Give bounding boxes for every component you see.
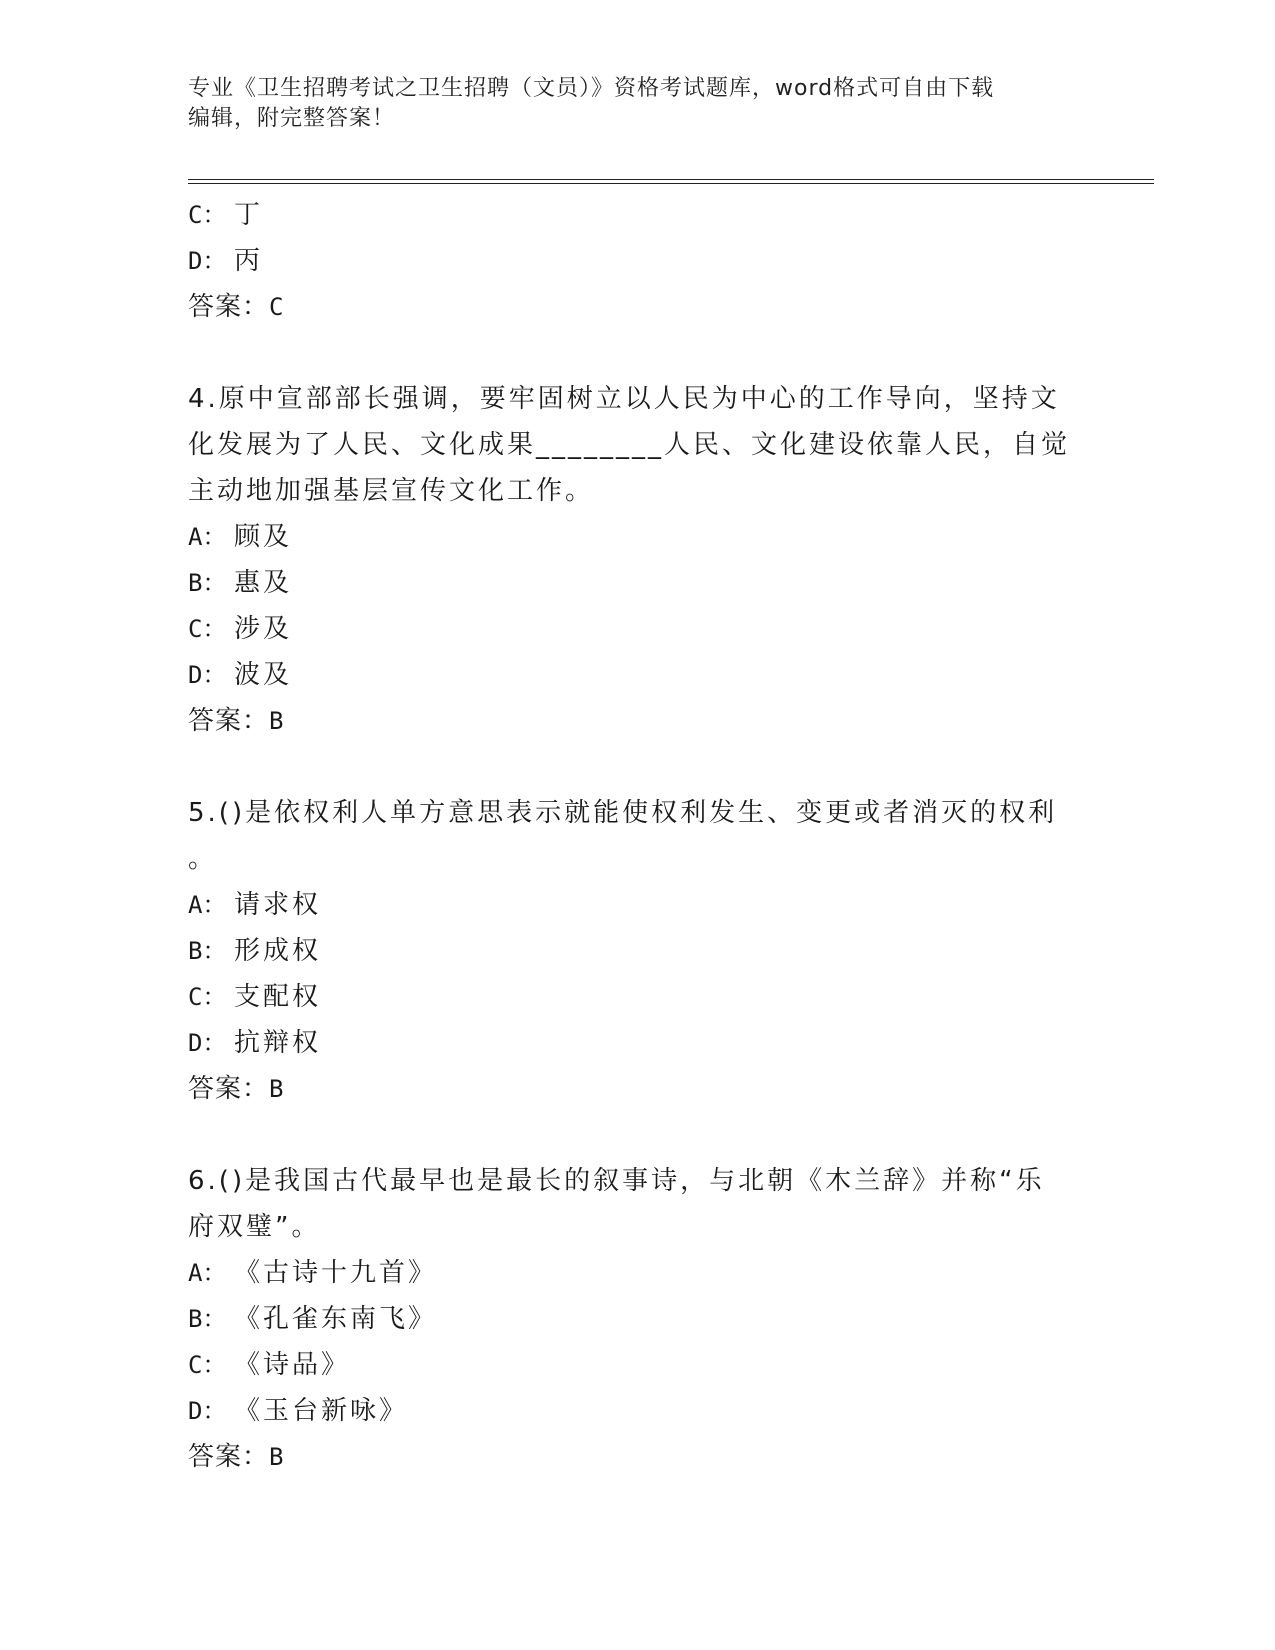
question-block-6 [188,1158,1088,1480]
answer-line [188,1066,1088,1112]
option-text: 抗辩权 [234,1028,322,1058]
option-d [188,1020,1088,1066]
option-b [188,928,1088,974]
option-text: 波及 [234,660,293,690]
option-a [188,882,1088,928]
document-header [188,74,1078,134]
answer-label: 答案： [188,1074,270,1104]
option-key: C： [188,201,227,229]
header-divider-top [188,179,1154,180]
question-block-3 [188,192,1088,330]
option-c [188,974,1088,1020]
option-b [188,560,1088,606]
option-text: 《古诗十九首》 [234,1258,438,1288]
option-c [188,192,1088,238]
question-stem-line: 6.()是我国古代最早也是最长的叙事诗，与北朝《木兰辞》并称“乐 [188,1166,1045,1196]
option-text: 《玉台新咏》 [234,1396,409,1426]
option-text: 涉及 [234,614,293,644]
answer-line [188,698,1088,744]
question-stem [188,376,1088,514]
option-text: 《孔雀东南飞》 [234,1304,438,1334]
option-key: D： [188,1397,227,1425]
option-key: D： [188,1029,227,1057]
answer-value: B [269,1443,285,1471]
question-stem-line: 主动地加强基层宣传文化工作。 [188,476,595,506]
option-d [188,1388,1088,1434]
option-text: 支配权 [234,982,322,1012]
question-block-4 [188,376,1088,744]
option-key: A： [188,523,227,551]
option-text: 形成权 [234,936,322,966]
question-block-5 [188,790,1088,1112]
option-key: D： [188,247,227,275]
option-c [188,1342,1088,1388]
option-text: 请求权 [234,890,322,920]
option-text: 《诗品》 [234,1350,351,1380]
header-line-2: 编辑，附完整答案！ [188,106,396,131]
option-text: 丙 [234,246,264,276]
answer-line [188,1434,1088,1480]
option-key: A： [188,891,227,919]
option-key: C： [188,983,227,1011]
question-stem-line: 5.()是依权利人单方意思表示就能使权利发生、变更或者消灭的权利 [188,798,1058,828]
option-key: D： [188,661,227,689]
question-stem-line: 。 [188,844,218,874]
answer-value: B [269,707,285,735]
answer-label: 答案： [188,292,270,322]
option-key: B： [188,937,227,965]
question-stem [188,790,1088,882]
answer-label: 答案： [188,706,270,736]
answer-label: 答案： [188,1442,270,1472]
question-stem-line: 4.原中宣部部长强调，要牢固树立以人民为中心的工作导向，坚持文 [188,384,1060,414]
spacer [188,330,1088,376]
option-c [188,606,1088,652]
option-key: A： [188,1259,227,1287]
option-key: C： [188,615,227,643]
option-a [188,1250,1088,1296]
header-line-1: 专业《卫生招聘考试之卫生招聘（文员）》资格考试题库，word格式可自由下载 [188,76,995,101]
question-list [188,192,1088,1480]
option-d [188,652,1088,698]
option-text: 顾及 [234,522,293,552]
answer-value: C [269,293,285,321]
option-b [188,1296,1088,1342]
spacer [188,1112,1088,1158]
question-stem-line: 化发展为了人民、文化成果________人民、文化建设依靠人民，自觉 [188,430,1071,460]
spacer [188,744,1088,790]
question-stem-line: 府双璧”。 [188,1212,321,1242]
answer-line [188,284,1088,330]
option-a [188,514,1088,560]
option-key: B： [188,1305,227,1333]
answer-value: B [269,1075,285,1103]
option-text: 丁 [234,200,264,230]
option-d [188,238,1088,284]
option-text: 惠及 [234,568,293,598]
header-divider-bottom [188,183,1154,184]
option-key: B： [188,569,227,597]
question-stem [188,1158,1088,1250]
option-key: C： [188,1351,227,1379]
